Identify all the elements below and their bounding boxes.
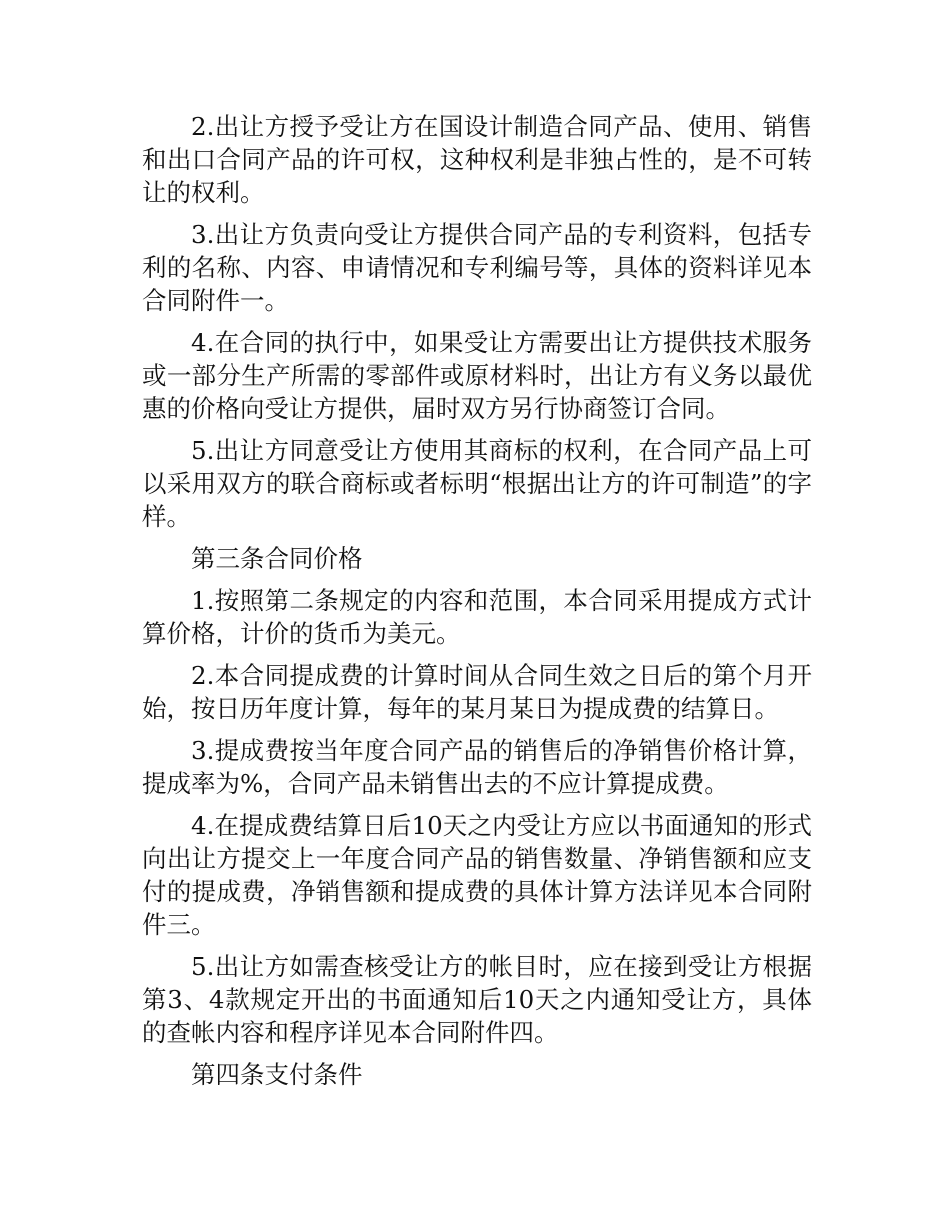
clause-2-5: 5.出让方同意受让方使用其商标的权利，在合同产品上可以采用双方的联合商标或者标明“根据出让方的许可制造”的字样。 [142, 436, 812, 531]
clause-3-4: 4.在提成费结算日后10天之内受让方应以书面通知的形式向出让方提交上一年度合同产品的销售数量、净销售额和应支付的提成费，净销售额和提成费的具体计算方法详见本合同附件三。 [142, 811, 812, 939]
section-3-heading: 第三条合同价格 [191, 544, 363, 573]
document-page [142, 110, 812, 1100]
clause-2-4: 4.在合同的执行中，如果受让方需要出让方提供技术服务或一部分生产所需的零部件或原材料时，出让方有义务以最优惠的价格向受让方提供，届时双方另行协商签订合同。 [142, 328, 812, 423]
clause-3-1: 1.按照第二条规定的内容和范围，本合同采用提成方式计算价格，计价的货币为美元。 [142, 586, 812, 648]
clause-2-2: 2.出让方授予受让方在国设计制造合同产品、使用、销售和出口合同产品的许可权，这种权利是非独占性的，是不可转让的权利。 [142, 112, 812, 207]
clause-2-3: 3.出让方负责向受让方提供合同产品的专利资料，包括专利的名称、内容、申请情况和专利编号等，具体的资料详见本合同附件一。 [142, 220, 812, 315]
clause-3-5: 5.出让方如需查核受让方的帐目时，应在接到受让方根据第3、4款规定开出的书面通知后10天之内通知受让方，具体的查帐内容和程序详见本合同附件四。 [142, 952, 812, 1047]
section-4-heading: 第四条支付条件 [191, 1060, 363, 1089]
clause-3-2: 2.本合同提成费的计算时间从合同生效之日后的第个月开始，按日历年度计算，每年的某月某日为提成费的结算日。 [142, 661, 812, 723]
clause-3-3: 3.提成费按当年度合同产品的销售后的净销售价格计算，提成率为%，合同产品未销售出去的不应计算提成费。 [142, 736, 812, 798]
